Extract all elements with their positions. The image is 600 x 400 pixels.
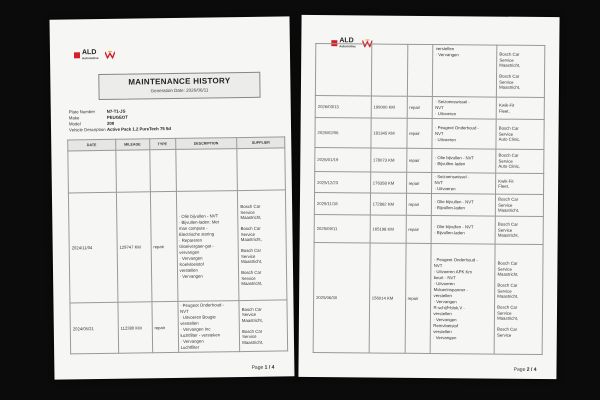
cell-mileage: 172862 KM <box>370 193 406 215</box>
ald-logo-text: ALD <box>81 49 97 57</box>
cell-supplier: Bosch Car Service Maastricht, Bosch Car Service Maastricht, <box>497 45 545 97</box>
cell-date: 2024/11/04 <box>68 192 117 303</box>
column-header-date: DATE <box>68 139 116 151</box>
leaseplan-logo-icon <box>104 50 114 58</box>
make-value: PEUGEOT <box>106 114 128 120</box>
cell-type: repair <box>406 118 432 148</box>
cell-date: 2024/05/21 <box>70 302 118 354</box>
plate-number-value: N7-T1-JS <box>106 108 126 114</box>
column-header-mileage: MILEAGE <box>115 139 149 150</box>
cell-date: 2025/06/30 <box>313 242 370 352</box>
cell-description: · Seizoenswissel - NVT · Uitvoeren <box>433 97 497 120</box>
cell-supplier: Bosch Car Service Auto Clinic, <box>496 149 544 173</box>
generation-date: Generation Date: 2026/06/11 <box>150 87 209 94</box>
cell-type: repair <box>406 172 432 193</box>
vehicle-row-description <box>69 126 171 133</box>
document-page-1 <box>49 16 294 379</box>
header-logos <box>74 49 115 61</box>
page-label: Page <box>251 364 264 371</box>
cell-supplier <box>237 148 285 191</box>
page-label: Page <box>513 366 526 373</box>
cell-mileage: 181345 KM <box>371 118 407 148</box>
table-row <box>68 148 286 193</box>
cell-supplier: Bosch Car Service Auto Clinic, <box>496 119 544 149</box>
cell-date: 2025/09/11 <box>314 215 370 243</box>
cell-description: · Olie bijvullen - NVT · Bijvullen-laden: Met man compute - Electrische storing · Repareren Gloeivergaer-gat - vervangen · Vervangen Koelvloeistof verstellen · Vervangen <box>176 191 239 302</box>
cell-description: · Olie bijvullen - NVT · Bijvullen-laden <box>432 216 496 245</box>
table-row <box>314 193 543 217</box>
page-number <box>252 365 275 371</box>
cell-type: repair <box>405 243 432 353</box>
cell-mileage: 156014 KM <box>369 243 406 353</box>
cell-supplier: Bosch Car Service Maastricht, <box>495 194 543 216</box>
cell-mileage: 178073 KM <box>370 148 406 172</box>
cell-date: 2026/01/19 <box>315 148 371 172</box>
table-row <box>313 242 543 354</box>
vehicle-description-value: Active Pack 1.2 PureTech 75 5d <box>107 126 172 132</box>
title-box <box>98 72 260 100</box>
cell-type <box>407 44 433 96</box>
page-current: 1 <box>264 364 268 371</box>
ald-logo <box>74 49 99 60</box>
ald-logo-text: ALD <box>339 37 354 45</box>
cell-date: 2026/03/13 <box>315 96 371 118</box>
vehicle-label: Model <box>68 121 81 127</box>
table-row <box>314 215 543 245</box>
page-current: 2 <box>526 366 530 373</box>
table-row <box>315 118 544 150</box>
ald-logo-square-icon <box>74 52 80 58</box>
cell-supplier: Kwik-Fit Fleet, <box>496 173 544 194</box>
document-page-2 <box>298 15 559 379</box>
vehicle-label: Make <box>68 115 80 121</box>
page-number <box>514 367 537 373</box>
cell-description: · Seizoenswissel - NVT · Uitvoeren <box>432 173 496 195</box>
cell-mileage: 176358 KM <box>370 172 406 193</box>
page-total: / 4 <box>530 366 537 373</box>
model-value: 208 <box>106 120 115 126</box>
cell-date: 2025/12/23 <box>315 172 371 193</box>
cell-mileage: 112380 KM <box>118 302 153 353</box>
cell-description: · Olie bijvullen - NVT · Bijvullen-laden <box>432 149 496 174</box>
cell-description: · Peugeot Onderhoud - NVT · Uitvoeren APK Km beurt - NVT · Uitvoeren Mvloerinspanner - verstellen · Vervangen R-schijf+blok,V - verstellen · Vervangen Remvloeistof verstellen · Vervangen <box>431 244 496 355</box>
vehicle-label: Vehicle Description <box>69 126 106 133</box>
cell-description: · Peugeot Onderhoud - NVT · Uitvoeren Bougie verstellen · Vervangen Inc luchtfilter - versteken · Vervangen Luchtfilter <box>177 301 239 353</box>
cell-mileage <box>116 150 150 192</box>
column-header-description: DESCRIPTION <box>175 138 237 150</box>
table-row <box>315 96 544 120</box>
cell-description: · Olie bijvullen - NVT · Bijvullen-laden <box>432 194 496 217</box>
cell-supplier: Kwik-Fit Fleet, <box>496 97 544 119</box>
cell-type: repair <box>406 193 432 215</box>
maintenance-table-page-1 <box>67 136 288 354</box>
table-row <box>315 172 544 195</box>
cell-supplier: Bosch Car Service Maastricht, Bosch Car Service Maastricht, <box>239 300 288 352</box>
cell-supplier: Bosch Car Service Maastricht, Bosch Car Service Maastricht, Bosch Car Service Maastricht, Bosch Car Service Maastricht, <box>238 190 287 301</box>
table-row <box>68 190 287 303</box>
column-header-type: TYPE <box>149 138 175 149</box>
cell-type: repair <box>406 215 432 243</box>
cell-date <box>68 150 116 193</box>
cell-description: verstellen · Vervangen <box>433 45 497 98</box>
cell-type <box>149 149 175 191</box>
cell-date <box>315 44 371 96</box>
vehicle-info <box>69 108 171 133</box>
document-title: MAINTENANCE HISTORY <box>128 76 231 87</box>
cell-type: repair <box>150 191 177 301</box>
cell-description: · Peugeot Onderhoud - NVT · Uitvoeren <box>432 119 496 150</box>
ald-logo-subtext: Automotive <box>339 44 356 49</box>
cell-mileage: 199000 KM <box>371 96 407 118</box>
table-row <box>315 44 544 98</box>
cell-supplier: Bosch Car Service Maastricht, Bosch Car Service Maastricht, Bosch Car Service Maastricht, Bosch Car Service <box>494 244 543 354</box>
ald-logo-subtext: Automotive <box>82 56 99 61</box>
cell-mileage: 165198 KM <box>370 215 406 243</box>
cell-mileage: 129747 KM <box>116 192 151 302</box>
cell-date: 2026/02/06 <box>315 118 371 148</box>
column-header-supplier: SUPPLIER <box>237 137 285 149</box>
cell-supplier: Bosch Car Service Maastricht, <box>495 216 543 244</box>
cell-mileage <box>371 44 407 96</box>
cell-type: repair <box>407 96 433 118</box>
maintenance-table-page-2 <box>313 43 546 355</box>
table-row <box>70 300 288 354</box>
vehicle-label: Plate Number <box>68 109 96 115</box>
cell-type: repair <box>406 148 432 172</box>
cell-date: 2025/11/18 <box>314 193 370 215</box>
page-total: / 4 <box>268 364 275 371</box>
cell-description <box>175 149 237 192</box>
cell-type: repair <box>152 301 179 352</box>
table-row <box>315 148 544 174</box>
